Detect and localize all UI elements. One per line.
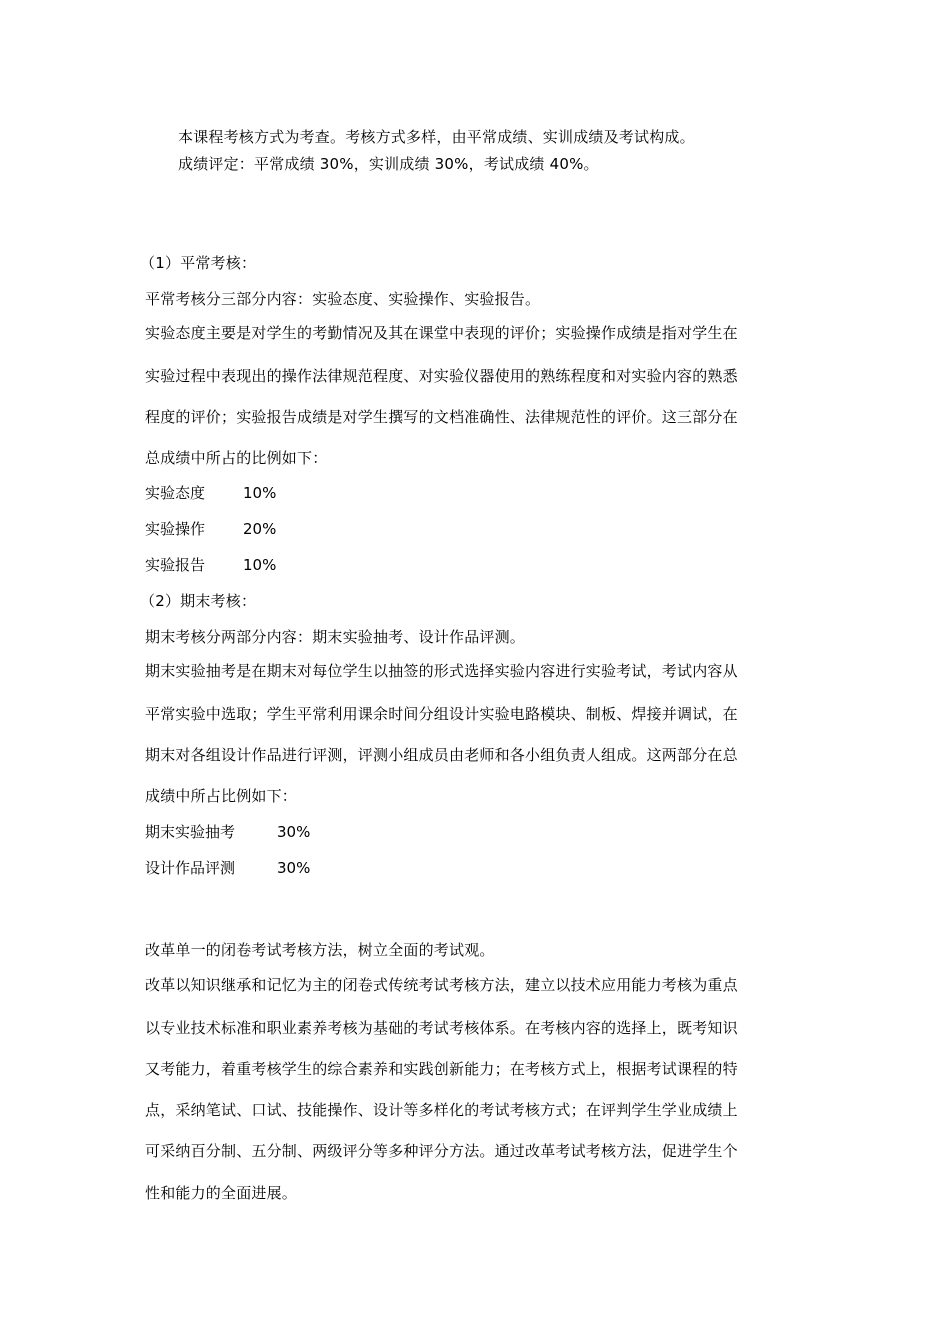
reform-paragraph-line: 性和能力的全面进展。	[145, 1184, 298, 1202]
item-label: 实验态度	[145, 484, 206, 502]
reform-heading: 改革单一的闭卷考试考核方法，树立全面的考试观。	[145, 941, 495, 959]
item-value: 10%	[243, 484, 277, 502]
section-2-heading: （2）期末考核：	[140, 592, 257, 610]
item-label: 设计作品评测	[145, 859, 236, 877]
section-2-paragraph-line: 成绩中所占比例如下：	[145, 787, 298, 805]
section-1-paragraph-line: 实验态度主要是对学生的考勤情况及其在课堂中表现的评价；实验操作成绩是指对学生在	[145, 324, 738, 342]
item-value: 30%	[277, 823, 311, 841]
reform-paragraph-line: 点，采纳笔试、口试、技能操作、设计等多样化的考试考核方式；在评判学生学业成绩上	[145, 1101, 738, 1119]
section-1-summary: 平常考核分三部分内容：实验态度、实验操作、实验报告。	[145, 290, 541, 308]
item-label: 期末实验抽考	[145, 823, 236, 841]
section-2-summary: 期末考核分两部分内容：期末实验抽考、设计作品评测。	[145, 628, 526, 646]
reform-paragraph-line: 以专业技术标准和职业素养考核为基础的考试考核体系。在考核内容的选择上，既考知识	[145, 1019, 738, 1037]
section-1-heading: （1）平常考核：	[140, 254, 257, 272]
section-2-paragraph-line: 期末实验抽考是在期末对每位学生以抽签的形式选择实验内容进行实验考试，考试内容从	[145, 662, 738, 680]
item-label: 实验操作	[145, 520, 206, 538]
section-1-paragraph-line: 程度的评价；实验报告成绩是对学生撰写的文档准确性、法律规范性的评价。这三部分在	[145, 408, 738, 426]
reform-paragraph-line: 又考能力，着重考核学生的综合素养和实践创新能力；在考核方式上，根据考试课程的特	[145, 1060, 738, 1078]
reform-paragraph-line: 可采纳百分制、五分制、两级评分等多种评分方法。通过改革考试考核方法，促进学生个	[145, 1142, 738, 1160]
intro-line-1: 本课程考核方式为考查。考核方式多样，由平常成绩、实训成绩及考试构成。	[178, 128, 695, 146]
section-1-paragraph-line: 实验过程中表现出的操作法律规范程度、对实验仪器使用的熟练程度和对实验内容的熟悉	[145, 367, 738, 385]
section-2-paragraph-line: 期末对各组设计作品进行评测，评测小组成员由老师和各小组负责人组成。这两部分在总	[145, 746, 738, 764]
item-label: 实验报告	[145, 556, 206, 574]
section-2-paragraph-line: 平常实验中选取；学生平常利用课余时间分组设计实验电路模块、制板、焊接并调试，在	[145, 705, 738, 723]
section-1-paragraph-line: 总成绩中所占的比例如下：	[145, 449, 328, 467]
item-value: 10%	[243, 556, 277, 574]
reform-paragraph-line: 改革以知识继承和记忆为主的闭卷式传统考试考核方法，建立以技术应用能力考核为重点	[145, 976, 738, 994]
intro-line-2: 成绩评定：平常成绩 30%，实训成绩 30%，考试成绩 40%。	[178, 155, 599, 173]
item-value: 30%	[277, 859, 311, 877]
item-value: 20%	[243, 520, 277, 538]
